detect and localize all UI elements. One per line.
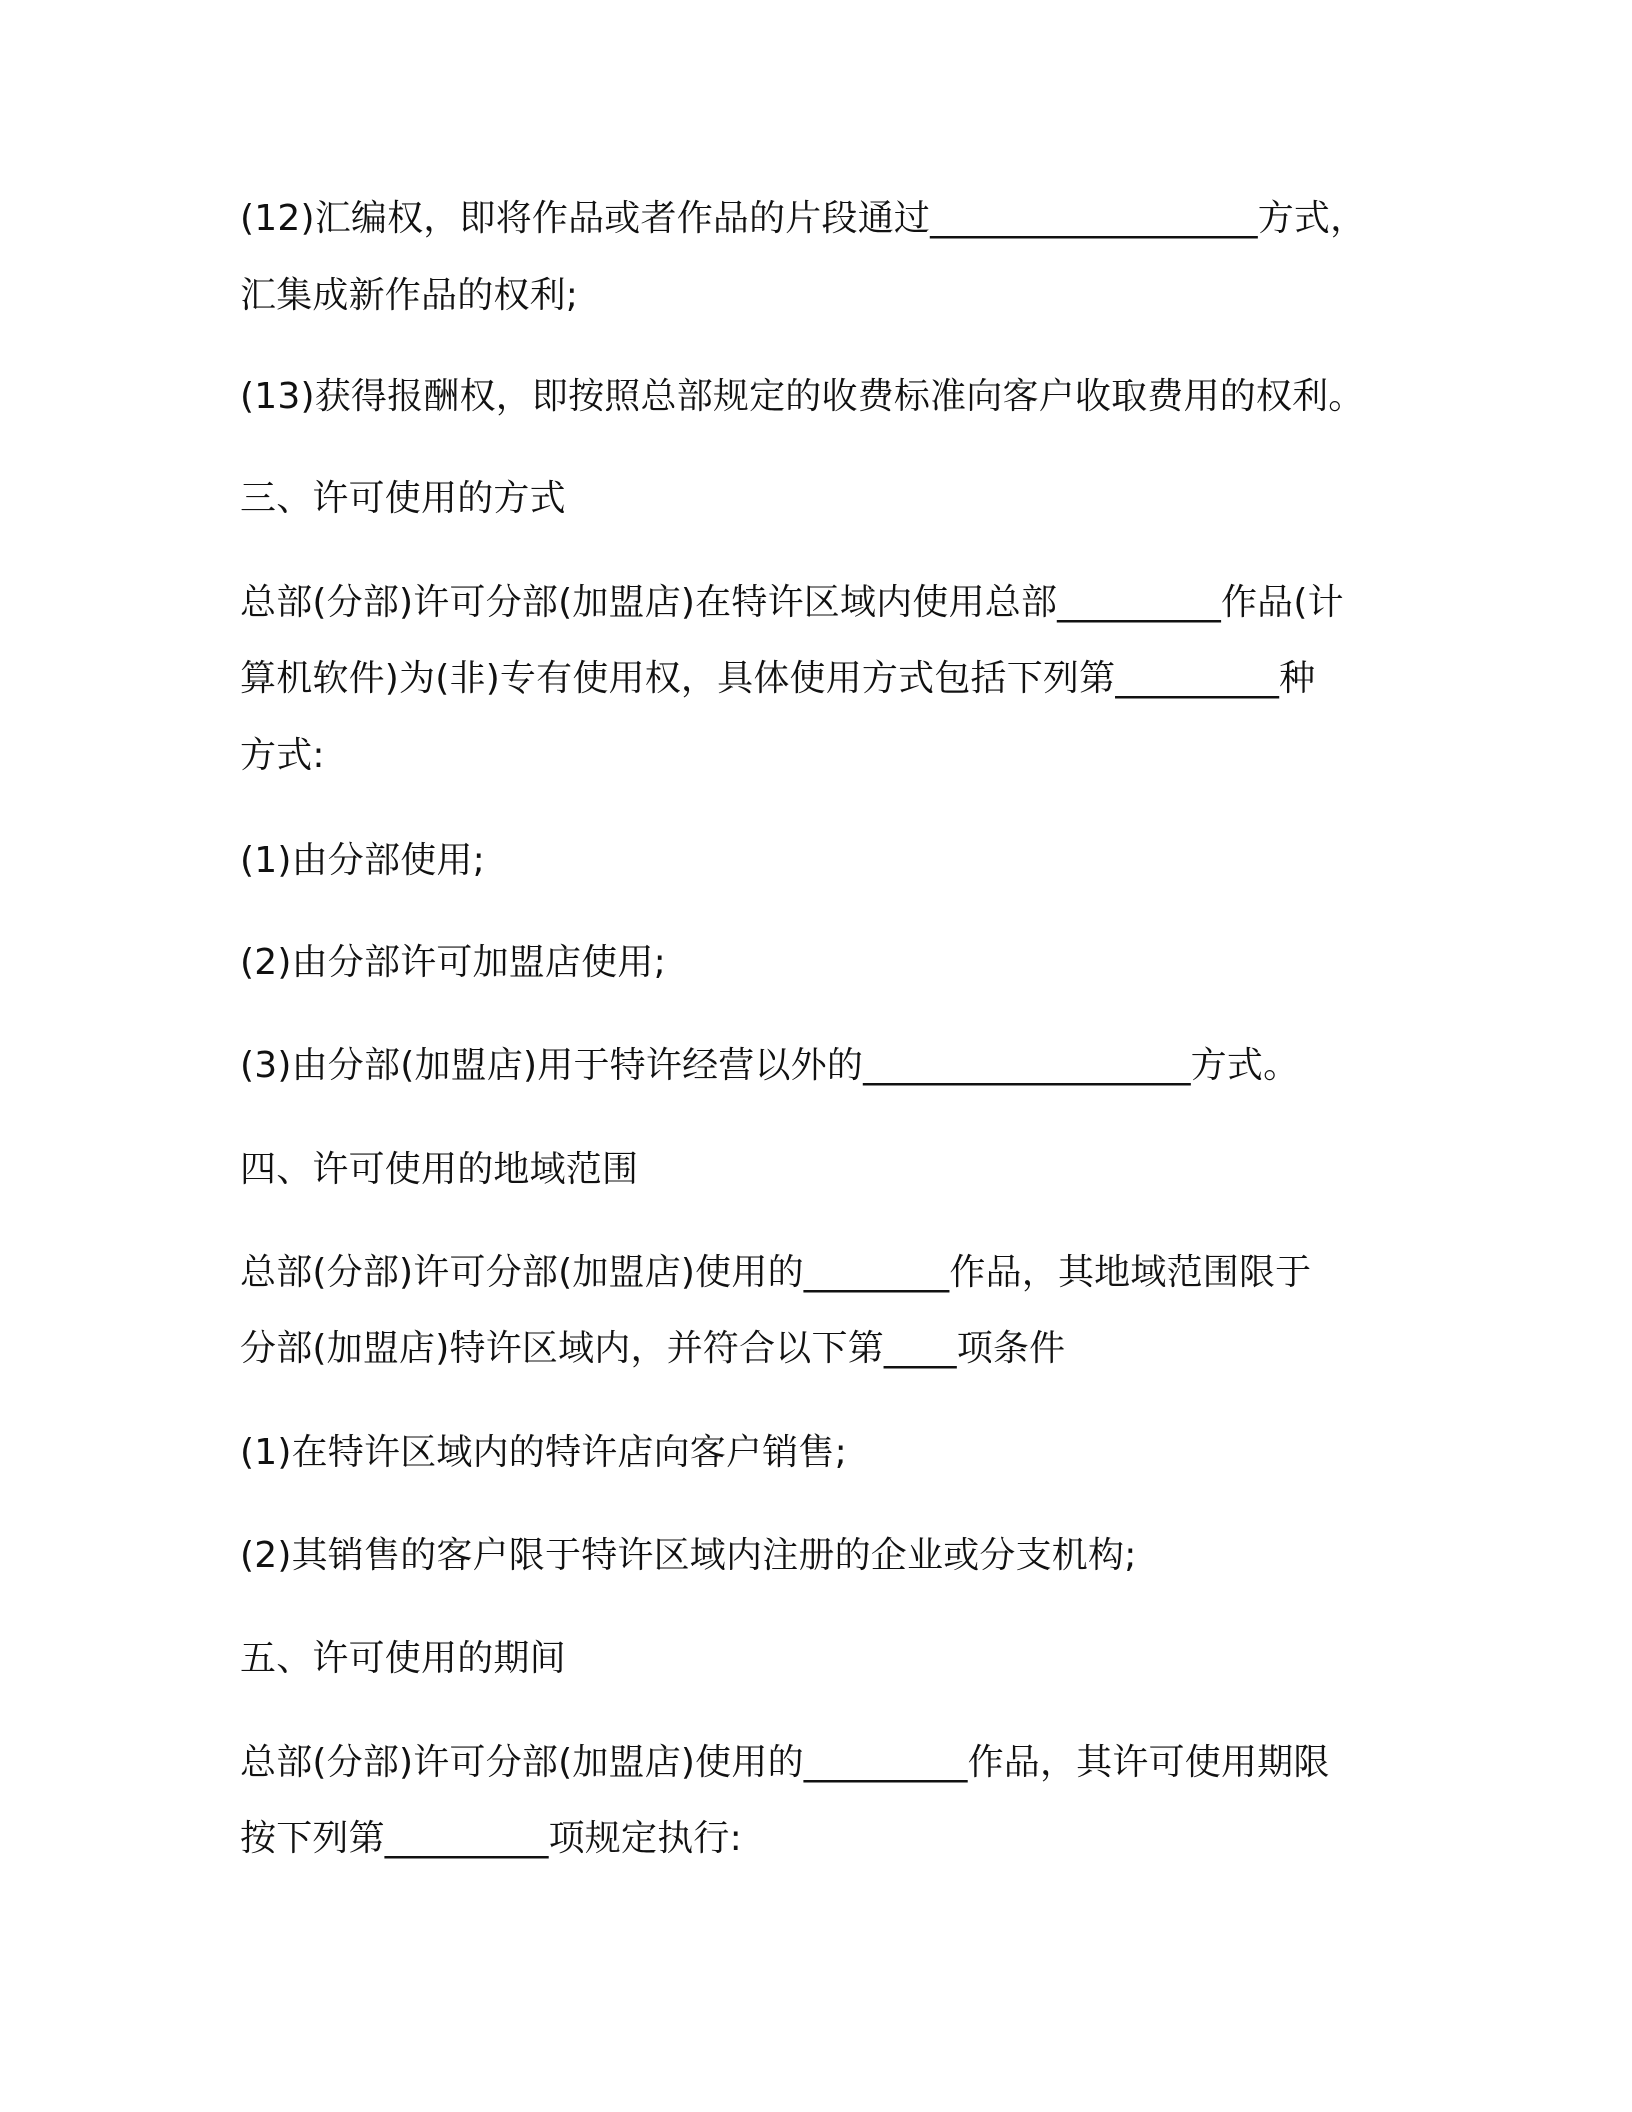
- text-line-remuneration-right: (13)获得报酬权，即按照总部规定的收费标准向客户收取费用的权利。: [240, 376, 1365, 417]
- section-heading-license-period: 五、许可使用的期间: [240, 1638, 566, 1679]
- text-line-compilation-right-cont: 汇集成新作品的权利;: [240, 275, 579, 316]
- text-line-territory-1: 总部(分部)许可分部(加盟店)使用的________作品，其地域范围限于: [240, 1252, 1312, 1293]
- list-item-territory-2: (2)其销售的客户限于特许区域内注册的企业或分支机构;: [240, 1535, 1137, 1576]
- list-item-method-1: (1)由分部使用;: [240, 840, 485, 881]
- text-line-territory-2: 分部(加盟店)特许区域内，并符合以下第____项条件: [240, 1328, 1066, 1369]
- text-line-license-method-2: 算机软件)为(非)专有使用权，具体使用方式包括下列第_________种: [240, 658, 1316, 699]
- text-line-license-method-3: 方式:: [240, 735, 325, 776]
- list-item-method-2: (2)由分部许可加盟店使用;: [240, 942, 666, 983]
- list-item-method-3: (3)由分部(加盟店)用于特许经营以外的__________________方式。: [240, 1045, 1300, 1086]
- text-line-compilation-right: (12)汇编权，即将作品或者作品的片段通过__________________方式，: [240, 198, 1367, 239]
- section-heading-territory: 四、许可使用的地域范围: [240, 1149, 639, 1190]
- section-heading-license-method: 三、许可使用的方式: [240, 478, 566, 519]
- text-line-license-period-1: 总部(分部)许可分部(加盟店)使用的_________作品，其许可使用期限: [240, 1742, 1330, 1783]
- list-item-territory-1: (1)在特许区域内的特许店向客户销售;: [240, 1432, 847, 1473]
- text-line-license-period-2: 按下列第_________项规定执行:: [240, 1818, 742, 1859]
- text-line-license-method-1: 总部(分部)许可分部(加盟店)在特许区域内使用总部_________作品(计: [240, 582, 1344, 623]
